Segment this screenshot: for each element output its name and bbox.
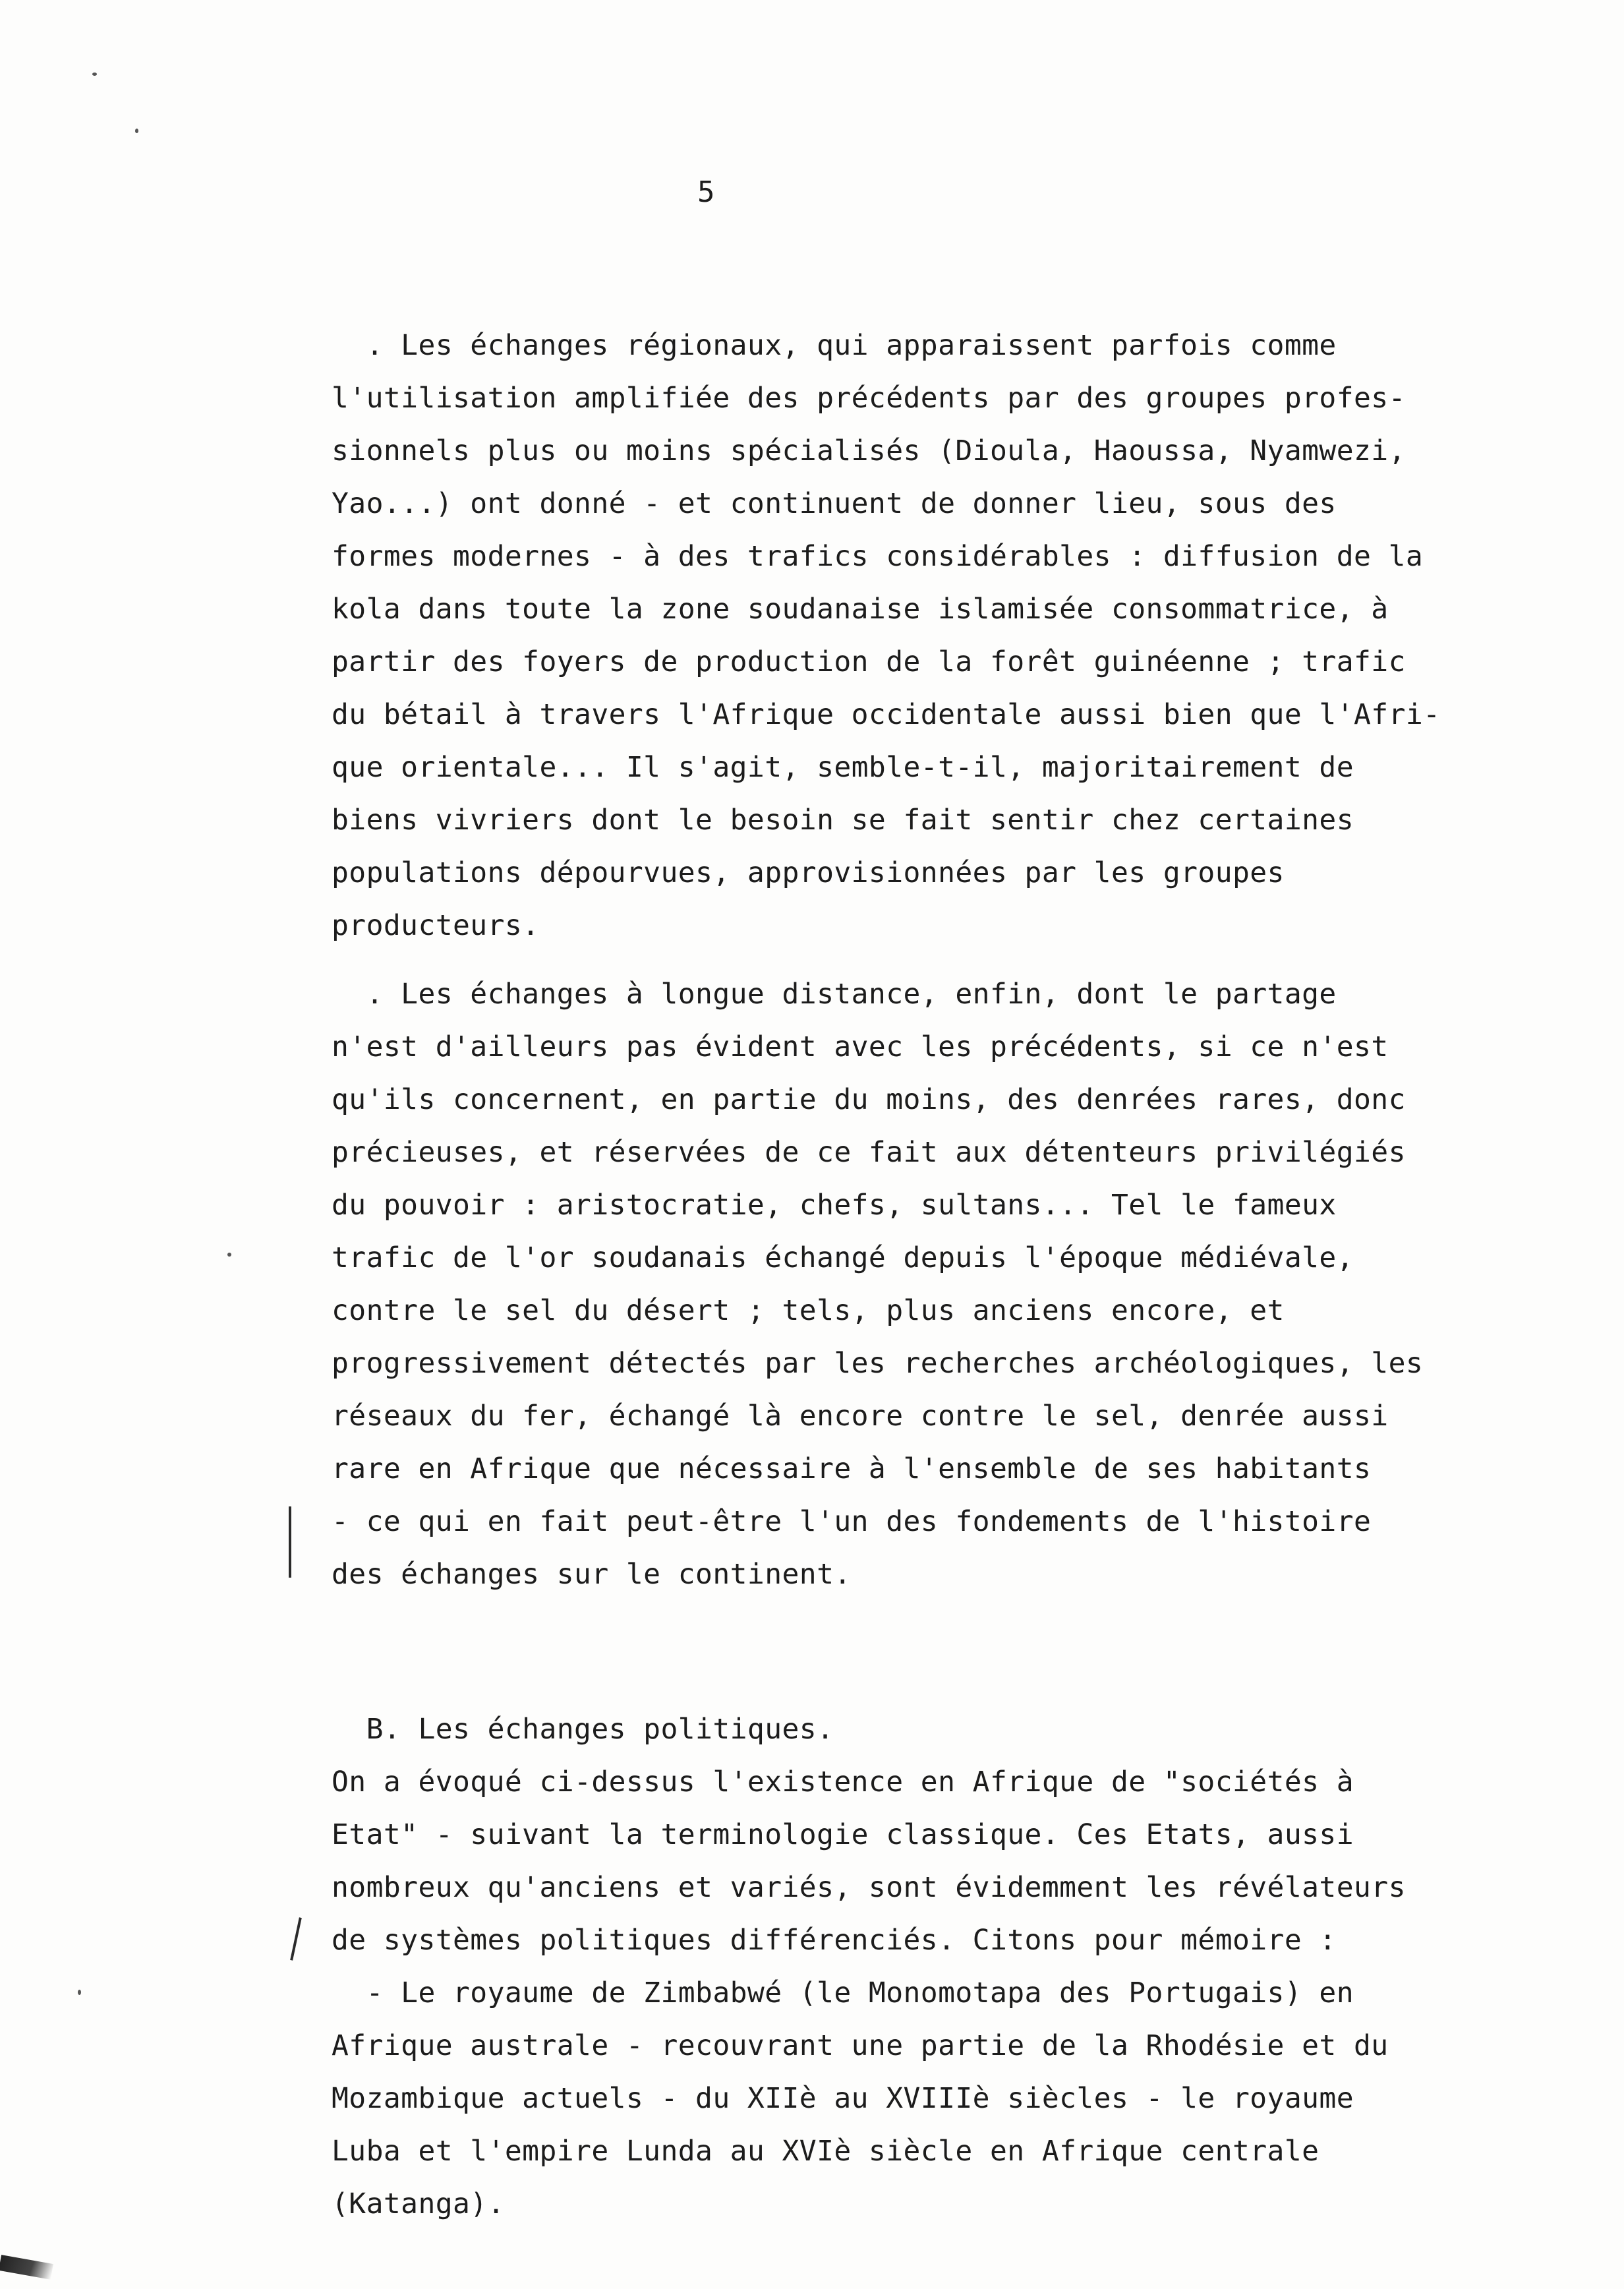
margin-bar-mark: [289, 1506, 291, 1578]
text-line: Luba et l'empire Lunda au XVIè siècle en Afrique centrale: [332, 2135, 1320, 2168]
text-line: contre le sel du désert ; tels, plus anciens encore, et: [332, 1294, 1285, 1327]
scan-speck: [78, 1990, 81, 1995]
text-line: l'utilisation amplifiée des précédents par des groupes profes-: [332, 382, 1406, 415]
text-line: Etat" - suivant la terminologie classique. Ces Etats, aussi: [332, 1818, 1354, 1851]
paragraph-regional-exchanges: [332, 319, 1584, 952]
text-line: Yao...) ont donné - et continuent de donner lieu, sous des: [332, 487, 1337, 520]
text-line: populations dépourvues, approvisionnées par les groupes: [332, 856, 1285, 889]
text-line: Afrique australe - recouvrant une partie de la Rhodésie et du: [332, 2029, 1389, 2062]
text-line: progressivement détectés par les recherches archéologiques, les: [332, 1347, 1424, 1380]
paragraph-long-distance-exchanges: [332, 968, 1584, 1601]
text-line: partir des foyers de production de la forêt guinéenne ; trafic: [332, 645, 1406, 678]
scan-speck: [92, 73, 97, 76]
text-line: précieuses, et réservées de ce fait aux détenteurs privilégiés: [332, 1136, 1406, 1169]
text-line: n'est d'ailleurs pas évident avec les précédents, si ce n'est: [332, 1030, 1389, 1063]
text-line: du bétail à travers l'Afrique occidentale aussi bien que l'Afri-: [332, 698, 1441, 731]
text-line: . Les échanges régionaux, qui apparaissent parfois comme: [332, 329, 1337, 362]
text-line: . Les échanges à longue distance, enfin, dont le partage: [332, 978, 1337, 1011]
text-line: biens vivriers dont le besoin se fait sentir chez certaines: [332, 804, 1354, 837]
text-line: producteurs.: [332, 909, 540, 942]
text-line: kola dans toute la zone soudanaise islamisée consommatrice, à: [332, 593, 1389, 626]
margin-slash-mark: [290, 1917, 302, 1960]
text-line: qu'ils concernent, en partie du moins, des denrées rares, donc: [332, 1083, 1406, 1116]
text-line: - Le royaume de Zimbabwé (le Monomotapa des Portugais) en: [332, 1977, 1354, 2009]
text-line: formes modernes - à des trafics considérables : diffusion de la: [332, 540, 1424, 573]
scan-edge-smudge: [0, 2255, 53, 2280]
text-line: sionnels plus ou moins spécialisés (Dioula, Haoussa, Nyamwezi,: [332, 434, 1406, 467]
text-line: du pouvoir : aristocratie, chefs, sultans... Tel le fameux: [332, 1189, 1337, 1222]
text-line: rare en Afrique que nécessaire à l'ensemble de ses habitants: [332, 1452, 1372, 1485]
text-line: - ce qui en fait peut-être l'un des fondements de l'histoire: [332, 1505, 1372, 1538]
text-line: des échanges sur le continent.: [332, 1558, 852, 1591]
scan-speck: [227, 1253, 231, 1257]
text-line: (Katanga).: [332, 2187, 505, 2220]
text-line: nombreux qu'anciens et variés, sont évidemment les révélateurs: [332, 1871, 1406, 1904]
section-political-exchanges: [332, 1703, 1584, 2230]
text-line: Mozambique actuels - du XIIè au XVIIIè siècles - le royaume: [332, 2082, 1354, 2115]
text-line: trafic de l'or soudanais échangé depuis l'époque médiévale,: [332, 1241, 1354, 1274]
page-number: 5: [697, 175, 715, 209]
scan-speck: [135, 129, 138, 133]
text-line: de systèmes politiques différenciés. Citons pour mémoire :: [332, 1924, 1337, 1957]
section-heading: B. Les échanges politiques.: [332, 1713, 834, 1746]
text-line: On a évoqué ci-dessus l'existence en Afrique de "sociétés à: [332, 1766, 1354, 1798]
text-line: que orientale... Il s'agit, semble-t-il, majoritairement de: [332, 751, 1354, 784]
text-line: réseaux du fer, échangé là encore contre le sel, denrée aussi: [332, 1400, 1389, 1433]
